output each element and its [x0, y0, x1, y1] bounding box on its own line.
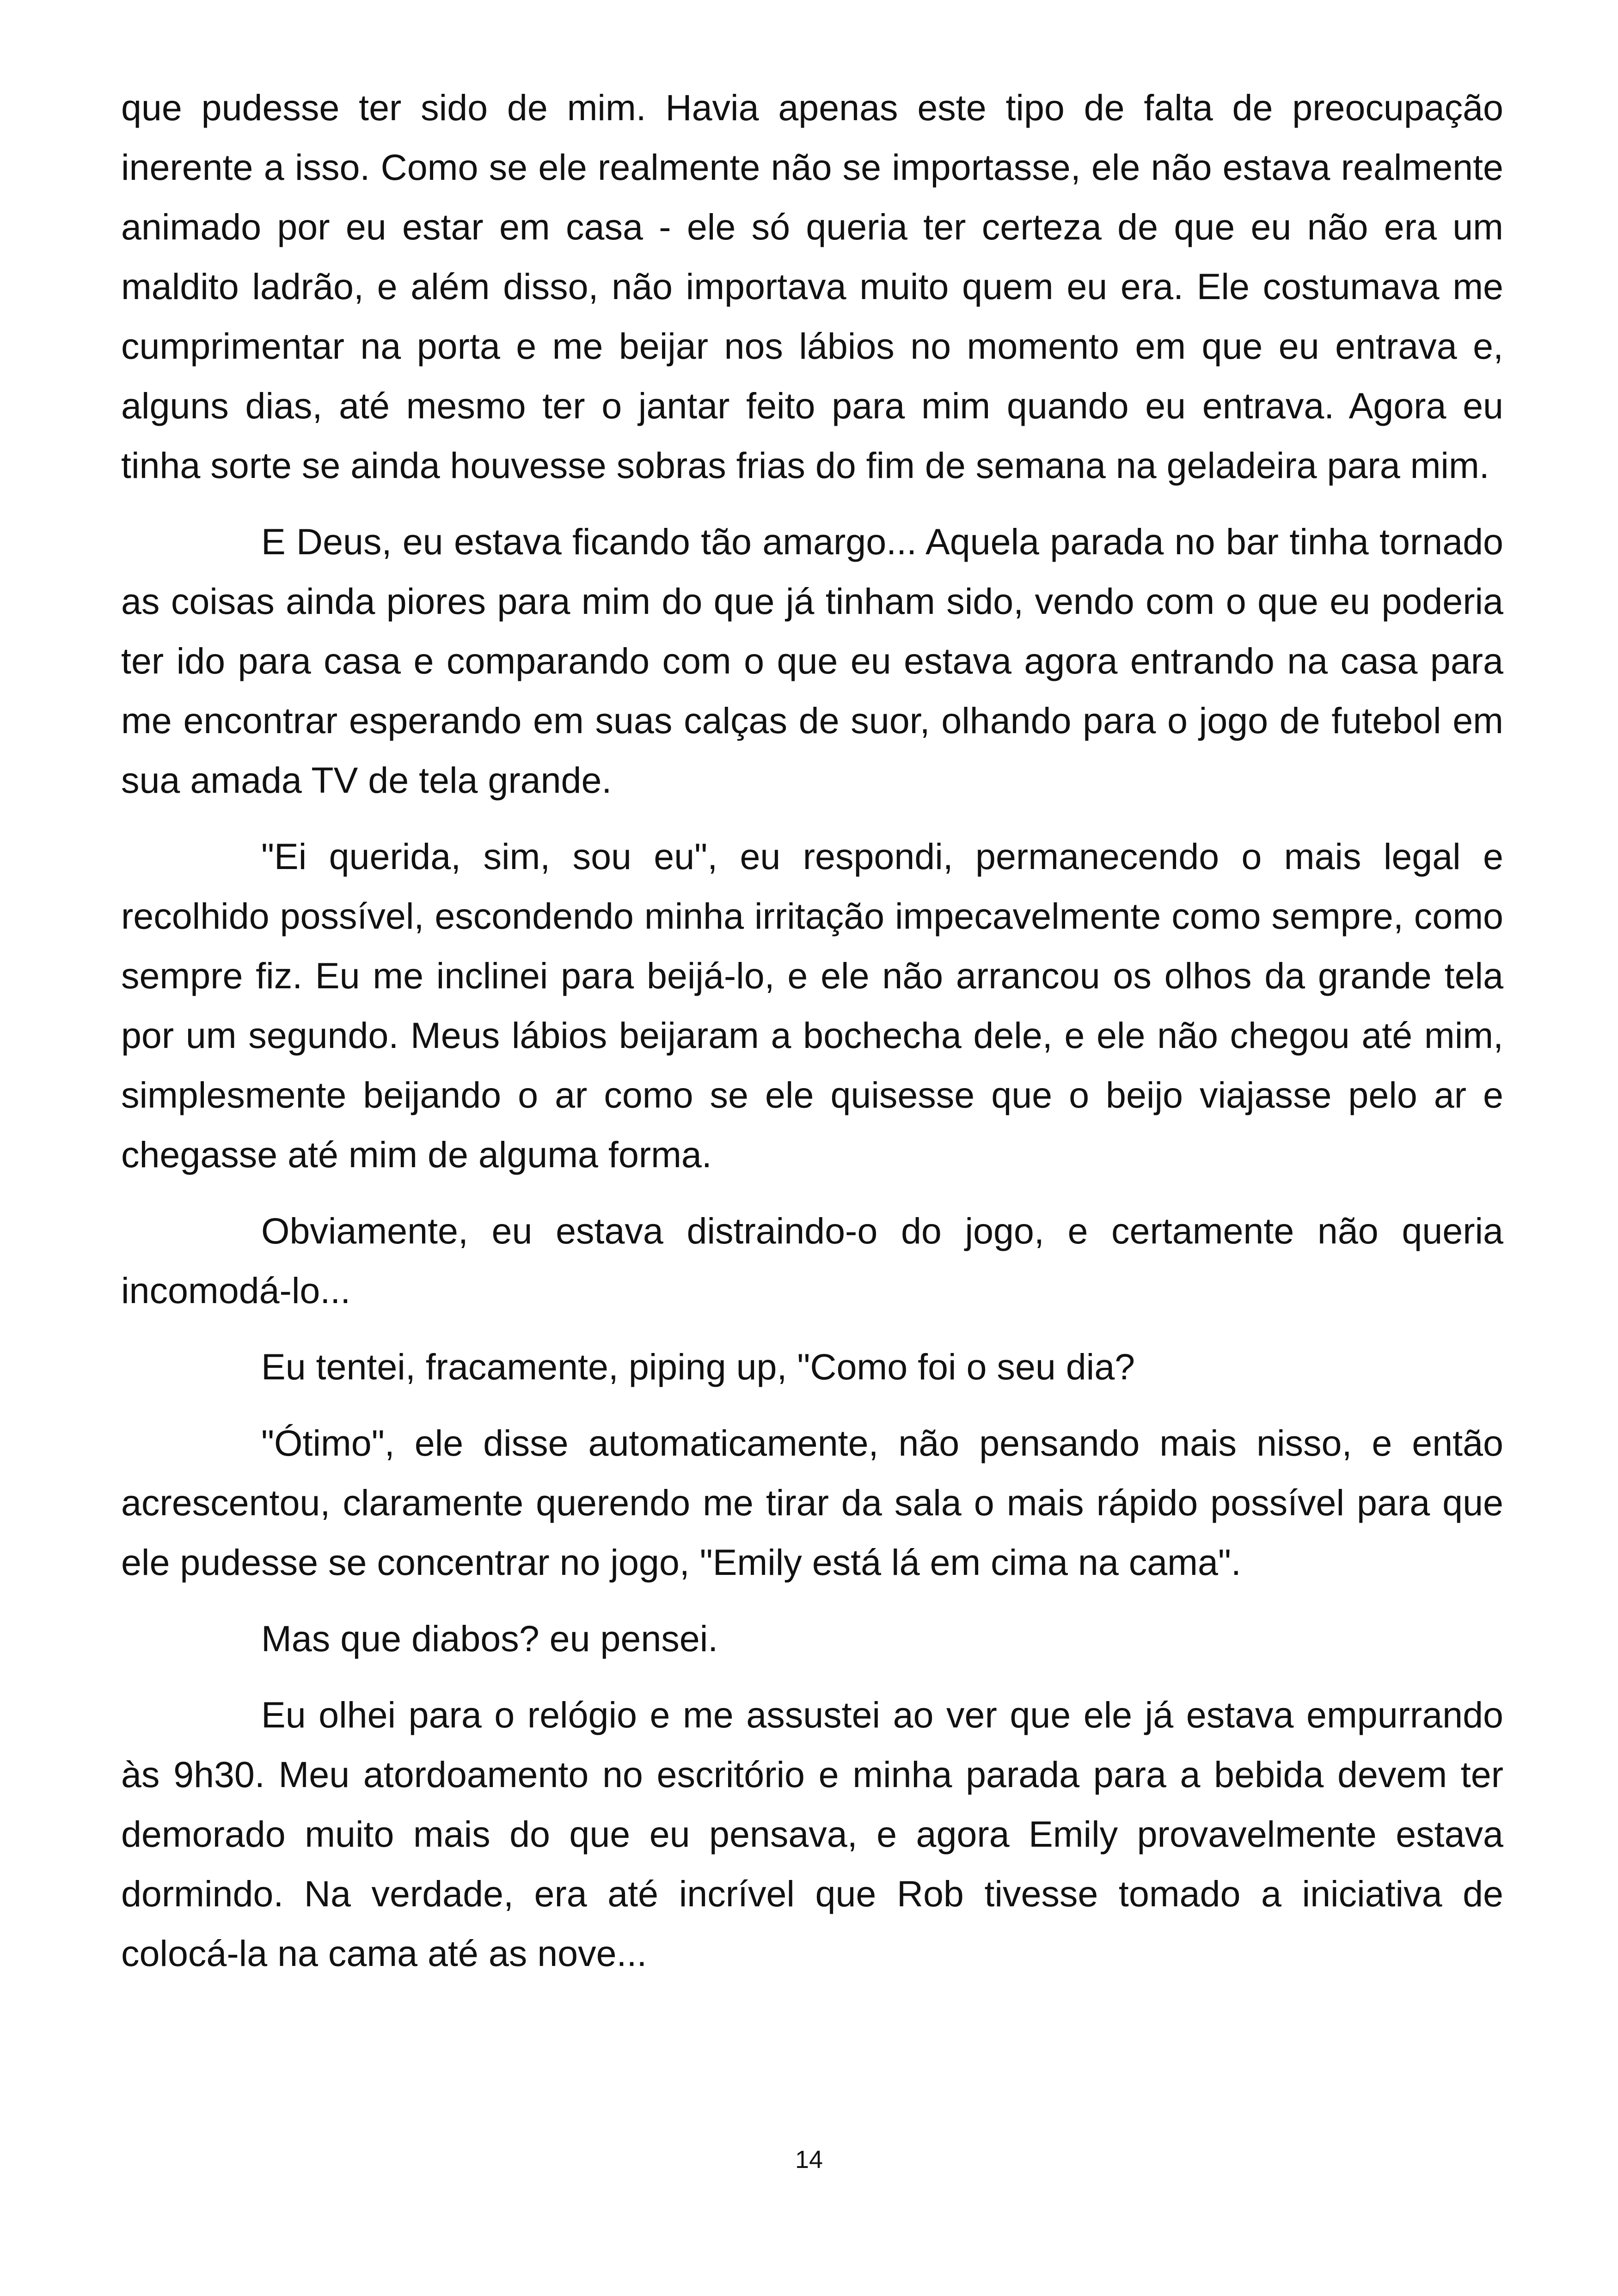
paragraph-4: Obviamente, eu estava distraindo-o do jogo, e certamente não queria incomodá-lo... [121, 1210, 1503, 1311]
body-text [121, 78, 1503, 2000]
paragraph-6: "Ótimo", ele disse automaticamente, não pensando mais nisso, e então acrescentou, claramente querendo me tirar da sala o mais rápido possível para que ele pudesse se concentrar no jogo, "Emily está lá em cima na cama". [121, 1422, 1503, 1583]
paragraph-8: Eu olhei para o relógio e me assustei ao ver que ele já estava empurrando às 9h30. Meu atordoamento no escritório e minha parada para a bebida devem ter demorado muito mais do que eu pensava, e agora Emily provavelmente estava dormindo. Na verdade, era até incrível que Rob tivesse tomado a iniciativa de colocá-la na cama até as nove... [121, 1694, 1503, 1974]
paragraph-1: que pudesse ter sido de mim. Havia apenas este tipo de falta de preocupação inerente a isso. Como se ele realmente não se importasse, ele não estava realmente animado por eu estar em casa - ele só queria ter certeza de que eu não era um maldito ladrão, e além disso, não importava muito quem eu era. Ele costumava me cumprimentar na porta e me beijar nos lábios no momento em que eu entrava e, alguns dias, até mesmo ter o jantar feito para mim quando eu entrava. Agora eu tinha sorte se ainda houvesse sobras frias do fim de semana na geladeira para mim. [121, 87, 1503, 486]
paragraph-3: "Ei querida, sim, sou eu", eu respondi, permanecendo o mais legal e recolhido possível, escondendo minha irritação impecavelmente como sempre, como sempre fiz. Eu me inclinei para beijá-lo, e ele não arrancou os olhos da grande tela por um segundo. Meus lábios beijaram a bochecha dele, e ele não chegou até mim, simplesmente beijando o ar como se ele quisesse que o beijo viajasse pelo ar e chegasse até mim de alguma forma. [121, 836, 1503, 1175]
paragraph-5: Eu tentei, fracamente, piping up, "Como foi o seu dia? [261, 1346, 1135, 1387]
paragraph-2: E Deus, eu estava ficando tão amargo... Aquela parada no bar tinha tornado as coisas ainda piores para mim do que já tinham sido, vendo com o que eu poderia ter ido para casa e comparando com o que eu estava agora entrando na casa para me encontrar esperando em suas calças de suor, olhando para o jogo de futebol em sua amada TV de tela grande. [121, 521, 1503, 801]
paragraph-7: Mas que diabos? eu pensei. [261, 1618, 718, 1659]
page-number: 14 [795, 2146, 823, 2174]
